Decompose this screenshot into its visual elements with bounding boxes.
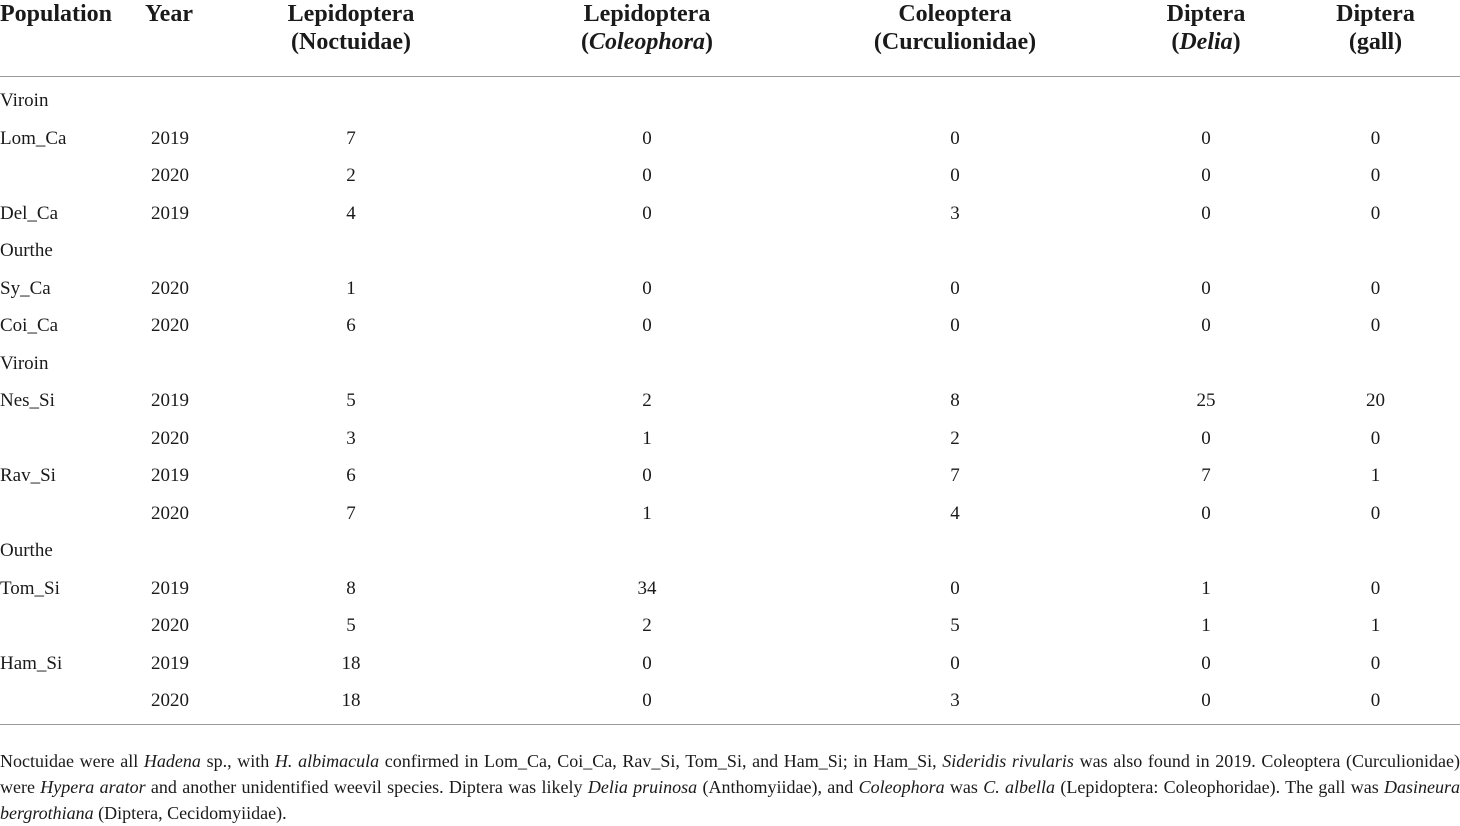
cell-year: 2019 [151, 465, 189, 487]
footnote-text: was also found in 2019. Coleoptera (Curculionidae) were [0, 751, 1460, 797]
cell-coleoptera-curculionidae: 8 [950, 390, 960, 412]
group-row [0, 345, 1460, 383]
cell-lepidoptera-noctuidae: 5 [346, 615, 356, 637]
cell-diptera-delia: 0 [1201, 502, 1211, 524]
header-line: Lepidoptera [287, 1, 415, 27]
table-body [0, 76, 1460, 725]
footnote-text: confirmed in Lom_Ca, Coi_Ca, Rav_Si, Tom_Si, and Ham_Si; in Ham_Si, [379, 751, 943, 771]
cell-diptera-gall: 0 [1370, 315, 1381, 337]
cell-year: 2020 [151, 427, 189, 449]
cell-population [0, 420, 145, 458]
cell-population: Viroin [0, 352, 49, 374]
cell-lepidoptera-noctuidae: 1 [346, 277, 356, 299]
cell-coleoptera-curculionidae: 0 [950, 652, 960, 674]
cell-diptera-gall: 0 [1370, 427, 1381, 449]
cell-coleoptera-curculionidae: 0 [950, 127, 960, 149]
cell-diptera-gall: 0 [1370, 127, 1381, 149]
cell-coleoptera-curculionidae: 5 [950, 615, 960, 637]
header-taxon: Coleophora [588, 29, 705, 55]
header-line: Diptera [1166, 1, 1246, 27]
cell-diptera-delia: 0 [1201, 652, 1211, 674]
footnote-taxon: C. albella [983, 777, 1056, 797]
cell-year [145, 533, 197, 571]
cell-year [145, 76, 197, 120]
cell-diptera-gall: 1 [1370, 615, 1381, 637]
cell-year: 2020 [151, 502, 189, 524]
cell-diptera-delia [1121, 533, 1291, 571]
cell-lepidoptera-noctuidae: 6 [346, 465, 356, 487]
cell-year: 2019 [151, 202, 189, 224]
header-paren: ( [1171, 29, 1180, 55]
table-row [0, 495, 1460, 533]
cell-population: Lom_Ca [0, 127, 67, 149]
table-row [0, 158, 1460, 196]
cell-year: 2020 [151, 165, 189, 187]
table-row [0, 645, 1460, 683]
header-line: Coleoptera [898, 1, 1012, 27]
cell-coleoptera-curculionidae: 0 [950, 277, 960, 299]
cell-lepidoptera-coleophora: 1 [642, 427, 652, 449]
cell-lepidoptera-coleophora: 34 [637, 577, 657, 599]
cell-coleoptera-curculionidae: 0 [950, 315, 960, 337]
header-lepidoptera-noctuidae [197, 0, 505, 76]
cell-lepidoptera-noctuidae [197, 76, 505, 120]
cell-year: 2019 [151, 652, 189, 674]
header-paren: ) [705, 29, 713, 55]
header-line: (gall) [1348, 29, 1403, 55]
cell-lepidoptera-coleophora [505, 76, 789, 120]
cell-lepidoptera-coleophora: 0 [642, 165, 652, 187]
header-paren: ( [580, 29, 589, 55]
header-taxon: Delia [1179, 29, 1233, 55]
cell-diptera-gall: 0 [1370, 165, 1381, 187]
table-row [0, 383, 1460, 421]
table-row [0, 195, 1460, 233]
cell-population [0, 683, 145, 725]
cell-population [0, 495, 145, 533]
cell-diptera-delia: 0 [1201, 202, 1211, 224]
cell-diptera-delia: 7 [1201, 465, 1211, 487]
cell-diptera-delia: 0 [1201, 690, 1211, 712]
cell-year: 2020 [151, 315, 189, 337]
cell-coleoptera-curculionidae [789, 233, 1121, 271]
footnote-text: Noctuidae were all [0, 751, 144, 771]
header-coleoptera-curculionidae [789, 0, 1121, 76]
table-footer-rule [0, 725, 1460, 728]
cell-lepidoptera-noctuidae: 4 [346, 202, 356, 224]
group-row [0, 533, 1460, 571]
cell-year: 2020 [151, 615, 189, 637]
footnote-taxon: Coleophora [858, 777, 945, 797]
header-population: Population [0, 0, 145, 76]
cell-diptera-delia: 0 [1201, 427, 1211, 449]
cell-year: 2019 [151, 577, 189, 599]
cell-lepidoptera-noctuidae: 7 [346, 127, 356, 149]
cell-population: Coi_Ca [0, 315, 59, 337]
cell-lepidoptera-noctuidae [197, 345, 505, 383]
table-footnote [0, 748, 1460, 826]
cell-coleoptera-curculionidae [789, 345, 1121, 383]
footnote-taxon: Hypera arator [40, 777, 146, 797]
cell-lepidoptera-noctuidae: 18 [341, 652, 361, 674]
cell-year [145, 233, 197, 271]
cell-population: Del_Ca [0, 202, 59, 224]
cell-year: 2020 [151, 690, 189, 712]
table-row [0, 270, 1460, 308]
header-line: (Curculionidae) [873, 29, 1037, 55]
header-paren: ) [1232, 29, 1241, 55]
footnote-text: and another unidentified weevil species. Diptera was likely [145, 777, 588, 797]
cell-lepidoptera-coleophora: 2 [642, 615, 652, 637]
cell-diptera-gall [1291, 76, 1460, 120]
footnote-text: was [944, 777, 984, 797]
footnote-text: sp., with [200, 751, 275, 771]
cell-lepidoptera-noctuidae [197, 533, 505, 571]
cell-diptera-delia: 1 [1201, 615, 1211, 637]
cell-lepidoptera-noctuidae: 5 [346, 390, 356, 412]
cell-coleoptera-curculionidae [789, 533, 1121, 571]
cell-population: Rav_Si [0, 465, 56, 487]
footnote-taxon: Dasineura bergrothiana [0, 777, 1460, 823]
header-diptera-gall [1291, 0, 1460, 76]
table-row [0, 458, 1460, 496]
cell-population [0, 158, 145, 196]
cell-coleoptera-curculionidae: 0 [950, 577, 960, 599]
footnote-taxon: Sideridis rivularis [942, 751, 1074, 771]
cell-lepidoptera-coleophora: 0 [642, 315, 652, 337]
cell-lepidoptera-coleophora [505, 533, 789, 571]
cell-population: Ham_Si [0, 652, 63, 674]
cell-diptera-gall: 0 [1370, 502, 1381, 524]
cell-population: Tom_Si [0, 577, 60, 599]
cell-diptera-delia [1121, 233, 1291, 271]
cell-coleoptera-curculionidae [789, 76, 1121, 120]
footnote-taxon: H. albimacula [274, 751, 380, 771]
table-row [0, 420, 1460, 458]
cell-diptera-delia [1121, 76, 1291, 120]
cell-lepidoptera-coleophora [505, 345, 789, 383]
cell-coleoptera-curculionidae: 0 [950, 165, 960, 187]
cell-diptera-gall: 1 [1370, 465, 1381, 487]
cell-coleoptera-curculionidae: 7 [950, 465, 960, 487]
cell-diptera-delia: 0 [1201, 315, 1211, 337]
cell-lepidoptera-coleophora: 0 [642, 127, 652, 149]
cell-diptera-gall [1291, 345, 1460, 383]
cell-lepidoptera-coleophora: 0 [642, 465, 652, 487]
table-row [0, 120, 1460, 158]
footnote-text: (Anthomyiidae), and [697, 777, 859, 797]
table-row [0, 608, 1460, 646]
cell-year: 2020 [151, 277, 189, 299]
header-line: Diptera [1336, 1, 1415, 27]
cell-lepidoptera-coleophora: 2 [642, 390, 652, 412]
group-row [0, 76, 1460, 120]
cell-diptera-delia: 0 [1201, 127, 1211, 149]
cell-lepidoptera-coleophora: 0 [642, 652, 652, 674]
cell-diptera-gall: 0 [1370, 277, 1381, 299]
cell-diptera-gall: 0 [1370, 577, 1381, 599]
footnote-text: (Lepidoptera: Coleophoridae). The gall was [1055, 777, 1385, 797]
cell-lepidoptera-noctuidae: 6 [346, 315, 356, 337]
cell-diptera-gall: 0 [1370, 202, 1381, 224]
cell-diptera-delia: 25 [1196, 390, 1216, 412]
cell-year: 2019 [151, 390, 189, 412]
cell-population: Sy_Ca [0, 277, 51, 299]
cell-lepidoptera-noctuidae: 3 [346, 427, 356, 449]
footnote-taxon: Hadena [143, 751, 201, 771]
footnote-taxon: Delia pruinosa [587, 777, 698, 797]
header-year: Year [145, 0, 197, 76]
cell-lepidoptera-coleophora: 0 [642, 690, 652, 712]
table-row [0, 308, 1460, 346]
header-diptera-delia [1121, 0, 1291, 76]
cell-coleoptera-curculionidae: 4 [950, 502, 960, 524]
cell-diptera-delia: 0 [1201, 277, 1211, 299]
cell-coleoptera-curculionidae: 2 [950, 427, 960, 449]
cell-diptera-gall [1291, 233, 1460, 271]
cell-lepidoptera-noctuidae: 18 [341, 690, 361, 712]
cell-lepidoptera-coleophora: 0 [642, 202, 652, 224]
cell-diptera-delia: 0 [1201, 165, 1211, 187]
cell-lepidoptera-noctuidae: 2 [346, 165, 356, 187]
cell-year: 2019 [151, 127, 189, 149]
table-row [0, 683, 1460, 725]
cell-lepidoptera-coleophora: 0 [642, 277, 652, 299]
cell-lepidoptera-noctuidae [197, 233, 505, 271]
cell-lepidoptera-noctuidae: 7 [346, 502, 356, 524]
cell-population: Ourthe [0, 540, 53, 562]
cell-diptera-delia: 1 [1201, 577, 1211, 599]
cell-population [0, 608, 145, 646]
header-line: (Noctuidae) [291, 29, 411, 55]
cell-coleoptera-curculionidae: 3 [950, 202, 960, 224]
cell-lepidoptera-coleophora [505, 233, 789, 271]
cell-population: Viroin [0, 90, 49, 112]
cell-population: Ourthe [0, 240, 53, 262]
cell-diptera-gall: 0 [1370, 652, 1381, 674]
cell-diptera-delia [1121, 345, 1291, 383]
cell-year [145, 345, 197, 383]
footnote-text: (Diptera, Cecidomyiidae). [93, 803, 287, 823]
cell-lepidoptera-noctuidae: 8 [346, 577, 356, 599]
header-lepidoptera-coleophora [505, 0, 789, 76]
cell-population: Nes_Si [0, 390, 55, 412]
table-header [0, 0, 1460, 76]
table-row [0, 570, 1460, 608]
header-line: Lepidoptera [583, 1, 711, 27]
cell-coleoptera-curculionidae: 3 [950, 690, 960, 712]
cell-lepidoptera-coleophora: 1 [642, 502, 652, 524]
cell-diptera-gall [1291, 533, 1460, 571]
cell-diptera-gall: 20 [1366, 390, 1385, 412]
group-row [0, 233, 1460, 271]
cell-diptera-gall: 0 [1370, 690, 1381, 712]
